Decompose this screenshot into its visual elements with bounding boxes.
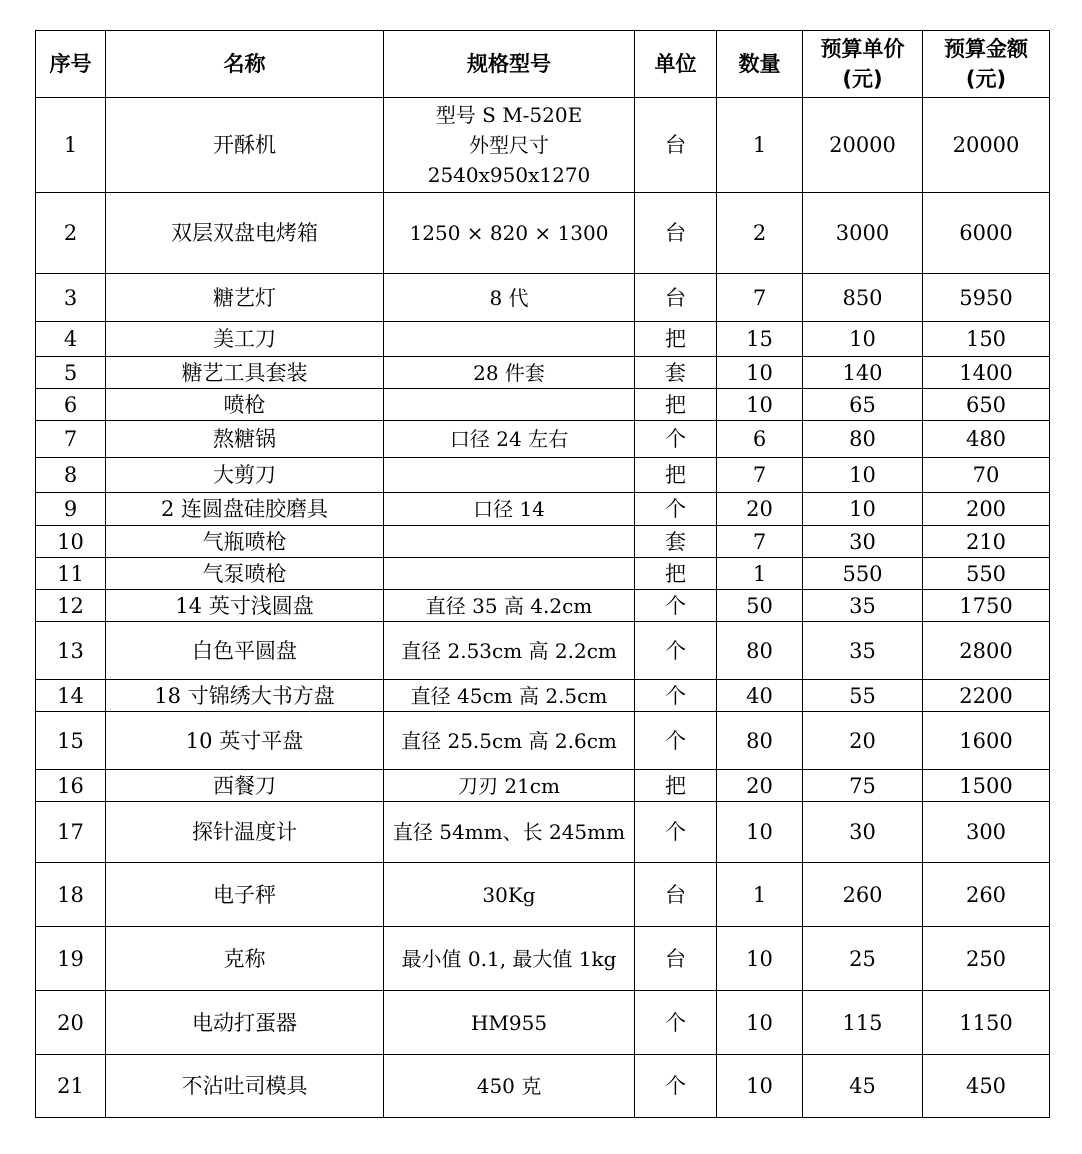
table-row [36, 802, 1050, 863]
table-row [36, 493, 1050, 526]
table-row [36, 421, 1050, 458]
header-unit: 单位 [635, 31, 717, 98]
header-amount-line1: 预算金额 [944, 37, 1028, 61]
cell-unit-price: 35 [803, 622, 923, 680]
cell-qty: 50 [717, 590, 803, 622]
header-unit-price [803, 31, 923, 98]
spec-line: 口径 24 左右 [449, 427, 569, 451]
cell-qty: 1 [717, 863, 803, 927]
cell-qty: 20 [717, 770, 803, 802]
table-row [36, 927, 1050, 991]
header-index: 序号 [36, 31, 106, 98]
cell-unit: 把 [635, 458, 717, 493]
cell-unit: 把 [635, 558, 717, 590]
cell-name: 白色平圆盘 [106, 622, 384, 680]
cell-amount: 5950 [923, 274, 1050, 322]
spec-line: 直径 45cm 高 2.5cm [410, 683, 608, 708]
header-unit-price-line1: 预算单价 [820, 37, 905, 61]
cell-index: 21 [36, 1055, 106, 1118]
table-body [36, 98, 1050, 1118]
cell-name: 不沾吐司模具 [106, 1055, 384, 1118]
cell-spec [384, 558, 635, 590]
cell-unit-price: 30 [803, 802, 923, 863]
table-row [36, 274, 1050, 322]
cell-index: 15 [36, 712, 106, 770]
cell-index: 4 [36, 322, 106, 357]
cell-spec [384, 770, 635, 802]
cell-amount: 550 [923, 558, 1050, 590]
cell-spec [384, 322, 635, 357]
cell-amount: 1150 [923, 991, 1050, 1055]
cell-index: 10 [36, 526, 106, 558]
spec-line: 外型尺寸 [469, 133, 549, 157]
cell-name: 电动打蛋器 [106, 991, 384, 1055]
cell-unit: 个 [635, 802, 717, 863]
cell-unit-price: 80 [803, 421, 923, 458]
cell-unit: 个 [635, 680, 717, 712]
cell-index: 17 [36, 802, 106, 863]
cell-name: 探针温度计 [106, 802, 384, 863]
cell-qty: 10 [717, 357, 803, 389]
cell-spec [384, 98, 635, 193]
cell-unit-price: 25 [803, 927, 923, 991]
cell-qty: 7 [717, 458, 803, 493]
cell-unit-price: 10 [803, 493, 923, 526]
cell-amount: 70 [923, 458, 1050, 493]
table-row [36, 357, 1050, 389]
table-row [36, 526, 1050, 558]
table-row [36, 712, 1050, 770]
cell-qty: 1 [717, 98, 803, 193]
cell-name: 气瓶喷枪 [106, 526, 384, 558]
cell-name: 双层双盘电烤箱 [106, 193, 384, 274]
cell-name: 开酥机 [106, 98, 384, 193]
spec-line: 直径 2.53cm 高 2.2cm [401, 638, 617, 663]
cell-spec [384, 802, 635, 863]
cell-spec [384, 712, 635, 770]
cell-name: 18 寸锦绣大书方盘 [106, 680, 384, 712]
cell-index: 5 [36, 357, 106, 389]
cell-name: 10 英寸平盘 [106, 712, 384, 770]
cell-unit-price: 10 [803, 322, 923, 357]
header-unit-price-line2: (元) [842, 67, 883, 91]
cell-index: 11 [36, 558, 106, 590]
cell-unit-price: 10 [803, 458, 923, 493]
header-amount-line2: (元) [965, 67, 1007, 91]
cell-unit: 个 [635, 590, 717, 622]
cell-unit-price: 3000 [803, 193, 923, 274]
cell-unit-price: 20000 [803, 98, 923, 193]
cell-amount: 450 [923, 1055, 1050, 1118]
cell-amount: 6000 [923, 193, 1050, 274]
cell-unit: 把 [635, 389, 717, 421]
cell-spec [384, 863, 635, 927]
cell-amount: 1500 [923, 770, 1050, 802]
cell-name: 糖艺灯 [106, 274, 384, 322]
cell-spec [384, 274, 635, 322]
header-name: 名称 [106, 31, 384, 98]
cell-unit: 台 [635, 274, 717, 322]
cell-index: 7 [36, 421, 106, 458]
cell-spec [384, 1055, 635, 1118]
cell-unit-price: 850 [803, 274, 923, 322]
cell-unit-price: 65 [803, 389, 923, 421]
cell-unit-price: 550 [803, 558, 923, 590]
spec-line: 型号 S M-520E [435, 103, 583, 127]
cell-unit-price: 35 [803, 590, 923, 622]
table-row [36, 458, 1050, 493]
table-row [36, 98, 1050, 193]
cell-unit-price: 20 [803, 712, 923, 770]
cell-name: 西餐刀 [106, 770, 384, 802]
cell-spec [384, 927, 635, 991]
cell-qty: 10 [717, 389, 803, 421]
cell-index: 14 [36, 680, 106, 712]
table-row [36, 193, 1050, 274]
cell-unit: 套 [635, 357, 717, 389]
cell-unit: 个 [635, 991, 717, 1055]
cell-unit: 台 [635, 927, 717, 991]
cell-spec [384, 526, 635, 558]
cell-qty: 10 [717, 802, 803, 863]
cell-amount: 150 [923, 322, 1050, 357]
cell-qty: 80 [717, 712, 803, 770]
spec-line: 30Kg [482, 882, 536, 907]
cell-unit-price: 115 [803, 991, 923, 1055]
cell-index: 3 [36, 274, 106, 322]
cell-amount: 2800 [923, 622, 1050, 680]
cell-name: 气泵喷枪 [106, 558, 384, 590]
cell-unit-price: 75 [803, 770, 923, 802]
header-spec: 规格型号 [384, 31, 635, 98]
cell-name: 美工刀 [106, 322, 384, 357]
cell-spec [384, 493, 635, 526]
cell-amount: 480 [923, 421, 1050, 458]
cell-name: 熬糖锅 [106, 421, 384, 458]
cell-qty: 80 [717, 622, 803, 680]
cell-amount: 20000 [923, 98, 1050, 193]
spec-line: 最小值 0.1, 最大值 1kg [401, 946, 617, 971]
cell-amount: 1600 [923, 712, 1050, 770]
cell-index: 2 [36, 193, 106, 274]
cell-unit: 台 [635, 193, 717, 274]
cell-name: 克称 [106, 927, 384, 991]
cell-unit: 个 [635, 712, 717, 770]
cell-unit: 个 [635, 622, 717, 680]
header-amount [923, 31, 1050, 98]
table-row [36, 1055, 1050, 1118]
cell-unit: 个 [635, 1055, 717, 1118]
cell-qty: 7 [717, 526, 803, 558]
table-row [36, 680, 1050, 712]
spec-line: 刀刃 21cm [458, 773, 560, 798]
spec-line: 直径 25.5cm 高 2.6cm [401, 728, 617, 753]
cell-qty: 10 [717, 991, 803, 1055]
table-row [36, 558, 1050, 590]
cell-index: 9 [36, 493, 106, 526]
cell-spec [384, 357, 635, 389]
cell-name: 糖艺工具套装 [106, 357, 384, 389]
cell-spec [384, 421, 635, 458]
cell-unit-price: 260 [803, 863, 923, 927]
cell-index: 6 [36, 389, 106, 421]
cell-amount: 2200 [923, 680, 1050, 712]
cell-qty: 10 [717, 927, 803, 991]
cell-index: 1 [36, 98, 106, 193]
spec-line: 直径 54mm、长 245mm [392, 820, 626, 844]
cell-amount: 1750 [923, 590, 1050, 622]
cell-amount: 200 [923, 493, 1050, 526]
budget-table [35, 30, 1050, 1118]
cell-name: 喷枪 [106, 389, 384, 421]
spec-line: 28 件套 [473, 360, 545, 385]
cell-amount: 250 [923, 927, 1050, 991]
cell-spec [384, 389, 635, 421]
cell-unit: 个 [635, 493, 717, 526]
cell-index: 18 [36, 863, 106, 927]
header-qty: 数量 [717, 31, 803, 98]
cell-unit-price: 55 [803, 680, 923, 712]
cell-amount: 210 [923, 526, 1050, 558]
spec-line: 2540x950x1270 [427, 163, 591, 187]
cell-unit-price: 30 [803, 526, 923, 558]
cell-qty: 20 [717, 493, 803, 526]
cell-name: 大剪刀 [106, 458, 384, 493]
cell-spec [384, 991, 635, 1055]
cell-amount: 650 [923, 389, 1050, 421]
spec-line: 8 代 [489, 285, 529, 310]
cell-index: 19 [36, 927, 106, 991]
spec-line: 直径 35 高 4.2cm [425, 593, 593, 618]
cell-qty: 6 [717, 421, 803, 458]
table-row [36, 389, 1050, 421]
cell-qty: 10 [717, 1055, 803, 1118]
cell-amount: 300 [923, 802, 1050, 863]
cell-name: 电子秤 [106, 863, 384, 927]
cell-spec [384, 680, 635, 712]
cell-unit-price: 45 [803, 1055, 923, 1118]
table-row [36, 863, 1050, 927]
spec-line: HM955 [470, 1010, 548, 1035]
spec-line: 450 克 [476, 1074, 542, 1098]
cell-index: 8 [36, 458, 106, 493]
cell-qty: 7 [717, 274, 803, 322]
cell-unit: 把 [635, 770, 717, 802]
spec-line: 1250 × 820 × 1300 [409, 221, 609, 245]
cell-spec [384, 622, 635, 680]
table-row [36, 770, 1050, 802]
cell-name: 14 英寸浅圆盘 [106, 590, 384, 622]
table-row [36, 590, 1050, 622]
table-row [36, 622, 1050, 680]
cell-unit: 套 [635, 526, 717, 558]
cell-index: 20 [36, 991, 106, 1055]
table-row [36, 991, 1050, 1055]
cell-index: 16 [36, 770, 106, 802]
cell-qty: 2 [717, 193, 803, 274]
cell-qty: 40 [717, 680, 803, 712]
table-row [36, 322, 1050, 357]
cell-index: 13 [36, 622, 106, 680]
cell-unit-price: 140 [803, 357, 923, 389]
cell-spec [384, 458, 635, 493]
cell-spec [384, 193, 635, 274]
cell-amount: 1400 [923, 357, 1050, 389]
spec-line: 口径 14 [473, 497, 545, 521]
cell-spec [384, 590, 635, 622]
cell-unit: 台 [635, 863, 717, 927]
cell-qty: 15 [717, 322, 803, 357]
cell-unit: 把 [635, 322, 717, 357]
cell-unit: 个 [635, 421, 717, 458]
cell-qty: 1 [717, 558, 803, 590]
cell-amount: 260 [923, 863, 1050, 927]
table-header [36, 31, 1050, 98]
cell-name: 2 连圆盘硅胶磨具 [106, 493, 384, 526]
cell-unit: 台 [635, 98, 717, 193]
cell-index: 12 [36, 590, 106, 622]
